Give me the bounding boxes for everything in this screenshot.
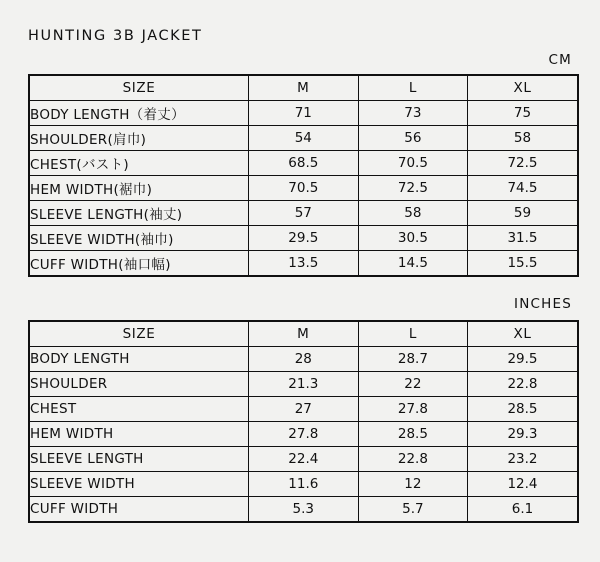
column-header-size: SIZE (29, 321, 249, 347)
cell-value: 28.5 (358, 422, 468, 447)
table-row (29, 347, 578, 372)
row-label: SHOULDER(肩巾) (29, 126, 249, 151)
table-row (29, 226, 578, 251)
cell-value: 31.5 (468, 226, 578, 251)
column-header-m: M (249, 321, 359, 347)
page-title: HUNTING 3B JACKET (28, 28, 203, 44)
cell-value: 58 (468, 126, 578, 151)
row-label: CUFF WIDTH(袖口幅) (29, 251, 249, 277)
column-header-l: L (358, 75, 468, 101)
row-label: SLEEVE WIDTH (29, 472, 249, 497)
table-row (29, 472, 578, 497)
table-row (29, 497, 578, 523)
cell-value: 6.1 (468, 497, 578, 523)
row-label: HEM WIDTH (29, 422, 249, 447)
row-label: CHEST(バスト) (29, 151, 249, 176)
row-label: CUFF WIDTH (29, 497, 249, 523)
cell-value: 29.5 (249, 226, 359, 251)
cell-value: 27.8 (358, 397, 468, 422)
row-label: HEM WIDTH(裾巾) (29, 176, 249, 201)
table-row (29, 201, 578, 226)
row-label: SLEEVE WIDTH(袖巾) (29, 226, 249, 251)
column-header-m: M (249, 75, 359, 101)
cell-value: 5.3 (249, 497, 359, 523)
cell-value: 30.5 (358, 226, 468, 251)
cell-value: 14.5 (358, 251, 468, 277)
cell-value: 71 (249, 101, 359, 126)
unit-label-inches: INCHES (514, 296, 572, 312)
table-row (29, 447, 578, 472)
column-header-xl: XL (468, 321, 578, 347)
table-row (29, 372, 578, 397)
cell-value: 28.5 (468, 397, 578, 422)
cell-value: 11.6 (249, 472, 359, 497)
table-row (29, 101, 578, 126)
cell-value: 68.5 (249, 151, 359, 176)
cell-value: 75 (468, 101, 578, 126)
cell-value: 74.5 (468, 176, 578, 201)
cell-value: 72.5 (358, 176, 468, 201)
cell-value: 70.5 (249, 176, 359, 201)
cell-value: 28 (249, 347, 359, 372)
cell-value: 22.4 (249, 447, 359, 472)
column-header-xl: XL (468, 75, 578, 101)
cell-value: 54 (249, 126, 359, 151)
table-row (29, 176, 578, 201)
cell-value: 22.8 (468, 372, 578, 397)
cell-value: 15.5 (468, 251, 578, 277)
row-label: SLEEVE LENGTH(袖丈) (29, 201, 249, 226)
cell-value: 29.5 (468, 347, 578, 372)
cell-value: 72.5 (468, 151, 578, 176)
size-table-inches (28, 320, 579, 523)
table-row (29, 151, 578, 176)
column-header-size: SIZE (29, 75, 249, 101)
cell-value: 22 (358, 372, 468, 397)
row-label: BODY LENGTH (29, 347, 249, 372)
cell-value: 5.7 (358, 497, 468, 523)
size-table-cm (28, 74, 579, 277)
cell-value: 23.2 (468, 447, 578, 472)
table-header-row (29, 321, 578, 347)
cell-value: 70.5 (358, 151, 468, 176)
unit-label-cm: CM (548, 52, 572, 68)
table-row (29, 126, 578, 151)
cell-value: 21.3 (249, 372, 359, 397)
cell-value: 29.3 (468, 422, 578, 447)
row-label: SLEEVE LENGTH (29, 447, 249, 472)
table-header-row (29, 75, 578, 101)
cell-value: 73 (358, 101, 468, 126)
cell-value: 27 (249, 397, 359, 422)
table-row (29, 397, 578, 422)
cell-value: 57 (249, 201, 359, 226)
cell-value: 12.4 (468, 472, 578, 497)
cell-value: 28.7 (358, 347, 468, 372)
cell-value: 27.8 (249, 422, 359, 447)
cell-value: 56 (358, 126, 468, 151)
cell-value: 59 (468, 201, 578, 226)
cell-value: 58 (358, 201, 468, 226)
cell-value: 22.8 (358, 447, 468, 472)
cell-value: 12 (358, 472, 468, 497)
column-header-l: L (358, 321, 468, 347)
cell-value: 13.5 (249, 251, 359, 277)
row-label: BODY LENGTH（着丈） (29, 101, 249, 126)
row-label: CHEST (29, 397, 249, 422)
table-row (29, 422, 578, 447)
row-label: SHOULDER (29, 372, 249, 397)
table-row (29, 251, 578, 277)
